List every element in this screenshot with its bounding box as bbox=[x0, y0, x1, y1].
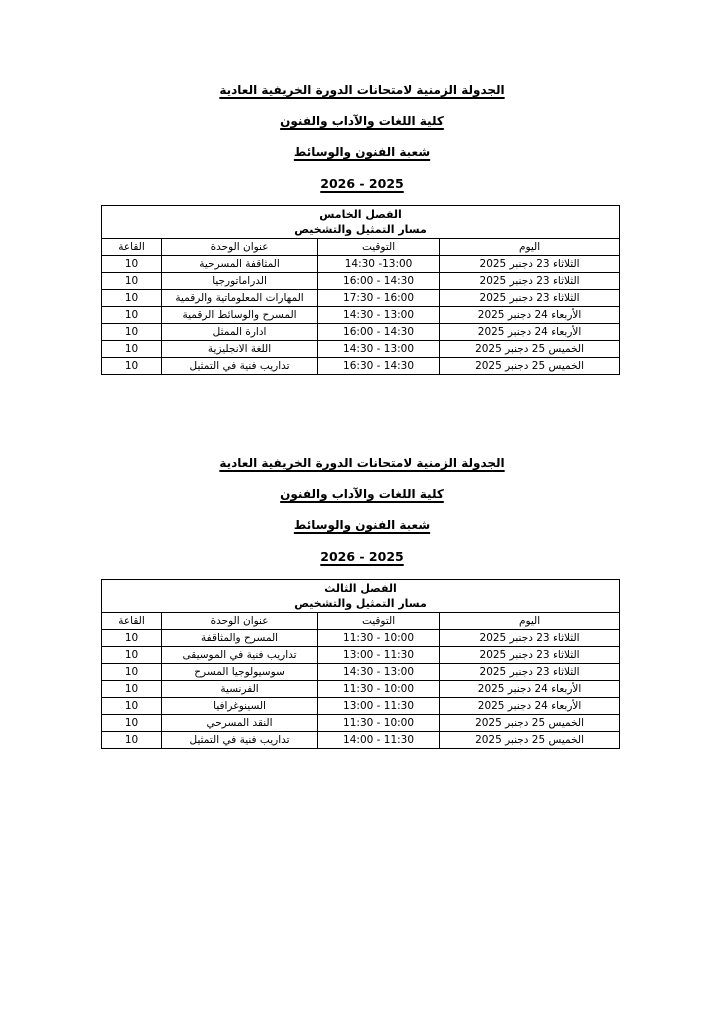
table-title-row bbox=[102, 206, 620, 239]
cell-day: الأربعاء 24 دجنبر 2025 bbox=[440, 307, 620, 324]
cell-room: 10 bbox=[102, 256, 162, 273]
faculty-title: كلية اللغات والآداب والفنون bbox=[280, 114, 444, 128]
track-label: مسار التمثيل والتشخيص bbox=[294, 223, 427, 236]
semester-label: الفصل الثالث bbox=[324, 582, 397, 595]
cell-unit: تداريب فنية في الموسيقى bbox=[162, 647, 318, 664]
cell-room: 10 bbox=[102, 698, 162, 715]
cell-room: 10 bbox=[102, 630, 162, 647]
col-header-room: القاعة bbox=[102, 239, 162, 256]
semester-label: الفصل الخامس bbox=[319, 208, 402, 221]
cell-time: 14:30 - 13:00 bbox=[318, 664, 440, 681]
cell-unit: المسرح والمثاقفة bbox=[162, 630, 318, 647]
cell-time: 14:00 - 11:30 bbox=[318, 732, 440, 749]
table-row bbox=[102, 630, 620, 647]
cell-time: 14:30 -13:00 bbox=[318, 256, 440, 273]
cell-unit: الفرنسية bbox=[162, 681, 318, 698]
exam-table-semester3 bbox=[101, 579, 620, 749]
cell-time: 11:30 - 10:00 bbox=[318, 715, 440, 732]
cell-day: الخميس 25 دجنبر 2025 bbox=[440, 358, 620, 375]
cell-unit: ادارة الممثل bbox=[162, 324, 318, 341]
col-header-room: القاعة bbox=[102, 613, 162, 630]
cell-day: الثلاثاء 23 دجنبر 2025 bbox=[440, 647, 620, 664]
exam-table-semester5 bbox=[101, 205, 620, 375]
cell-day: الثلاثاء 23 دجنبر 2025 bbox=[440, 664, 620, 681]
col-header-day: اليوم bbox=[440, 239, 620, 256]
cell-unit: اللغة الانجليزية bbox=[162, 341, 318, 358]
table-title-cell bbox=[102, 206, 620, 239]
academic-year: 2026 - 2025 bbox=[320, 549, 404, 564]
cell-room: 10 bbox=[102, 324, 162, 341]
cell-room: 10 bbox=[102, 341, 162, 358]
cell-unit: سوسيولوجيا المسرح bbox=[162, 664, 318, 681]
section-1-titles bbox=[0, 84, 724, 208]
cell-time: 16:30 - 14:30 bbox=[318, 358, 440, 375]
table-row bbox=[102, 324, 620, 341]
cell-room: 10 bbox=[102, 307, 162, 324]
cell-time: 14:30 - 13:00 bbox=[318, 341, 440, 358]
cell-unit: الدراماتورجيا bbox=[162, 273, 318, 290]
section-2-titles bbox=[0, 457, 724, 581]
cell-day: الثلاثاء 23 دجنبر 2025 bbox=[440, 630, 620, 647]
table-row bbox=[102, 715, 620, 732]
cell-unit: المهارات المعلوماتية والرقمية bbox=[162, 290, 318, 307]
doc-title: الجدولة الزمنية لامتحانات الدورة الخريفية العادية bbox=[219, 456, 505, 470]
academic-year: 2026 - 2025 bbox=[320, 176, 404, 191]
cell-day: الثلاثاء 23 دجنبر 2025 bbox=[440, 273, 620, 290]
cell-time: 13:00 - 11:30 bbox=[318, 698, 440, 715]
table-row bbox=[102, 664, 620, 681]
cell-day: الخميس 25 دجنبر 2025 bbox=[440, 715, 620, 732]
table-row bbox=[102, 681, 620, 698]
cell-day: الخميس 25 دجنبر 2025 bbox=[440, 732, 620, 749]
cell-room: 10 bbox=[102, 681, 162, 698]
cell-room: 10 bbox=[102, 664, 162, 681]
cell-time: 17:30 - 16:00 bbox=[318, 290, 440, 307]
col-header-unit: عنوان الوحدة bbox=[162, 613, 318, 630]
cell-unit: تداريب فنية في التمثيل bbox=[162, 358, 318, 375]
cell-room: 10 bbox=[102, 273, 162, 290]
table-row bbox=[102, 358, 620, 375]
cell-unit: النقد المسرحي bbox=[162, 715, 318, 732]
col-header-unit: عنوان الوحدة bbox=[162, 239, 318, 256]
col-header-time: التوقيت bbox=[318, 613, 440, 630]
cell-room: 10 bbox=[102, 358, 162, 375]
department-title: شعبة الفنون والوسائط bbox=[293, 518, 431, 532]
cell-day: الأربعاء 24 دجنبر 2025 bbox=[440, 681, 620, 698]
cell-day: الثلاثاء 23 دجنبر 2025 bbox=[440, 256, 620, 273]
cell-room: 10 bbox=[102, 290, 162, 307]
cell-room: 10 bbox=[102, 647, 162, 664]
col-header-day: اليوم bbox=[440, 613, 620, 630]
cell-unit: المسرح والوسائط الرقمية bbox=[162, 307, 318, 324]
cell-day: الأربعاء 24 دجنبر 2025 bbox=[440, 324, 620, 341]
table-title-cell bbox=[102, 580, 620, 613]
cell-time: 13:00 - 11:30 bbox=[318, 647, 440, 664]
cell-unit: السينوغرافيا bbox=[162, 698, 318, 715]
cell-room: 10 bbox=[102, 732, 162, 749]
cell-day: الخميس 25 دجنبر 2025 bbox=[440, 341, 620, 358]
table-row bbox=[102, 698, 620, 715]
table-row bbox=[102, 341, 620, 358]
col-header-time: التوقيت bbox=[318, 239, 440, 256]
table-row bbox=[102, 290, 620, 307]
track-label: مسار التمثيل والتشخيص bbox=[294, 597, 427, 610]
cell-unit: تداريب فنية في التمثيل bbox=[162, 732, 318, 749]
cell-time: 11:30 - 10:00 bbox=[318, 681, 440, 698]
cell-time: 11:30 - 10:00 bbox=[318, 630, 440, 647]
cell-day: الثلاثاء 23 دجنبر 2025 bbox=[440, 290, 620, 307]
table-row bbox=[102, 307, 620, 324]
cell-time: 16:00 - 14:30 bbox=[318, 273, 440, 290]
cell-time: 16:00 - 14:30 bbox=[318, 324, 440, 341]
cell-time: 14:30 - 13:00 bbox=[318, 307, 440, 324]
cell-room: 10 bbox=[102, 715, 162, 732]
cell-day: الأربعاء 24 دجنبر 2025 bbox=[440, 698, 620, 715]
column-header-row bbox=[102, 239, 620, 256]
faculty-title: كلية اللغات والآداب والفنون bbox=[280, 487, 444, 501]
table-row bbox=[102, 647, 620, 664]
table-row bbox=[102, 256, 620, 273]
cell-unit: المثاقفة المسرحية bbox=[162, 256, 318, 273]
column-header-row bbox=[102, 613, 620, 630]
department-title: شعبة الفنون والوسائط bbox=[293, 145, 431, 159]
table-row bbox=[102, 273, 620, 290]
table-row bbox=[102, 732, 620, 749]
doc-title: الجدولة الزمنية لامتحانات الدورة الخريفية العادية bbox=[219, 83, 505, 97]
table-title-row bbox=[102, 580, 620, 613]
